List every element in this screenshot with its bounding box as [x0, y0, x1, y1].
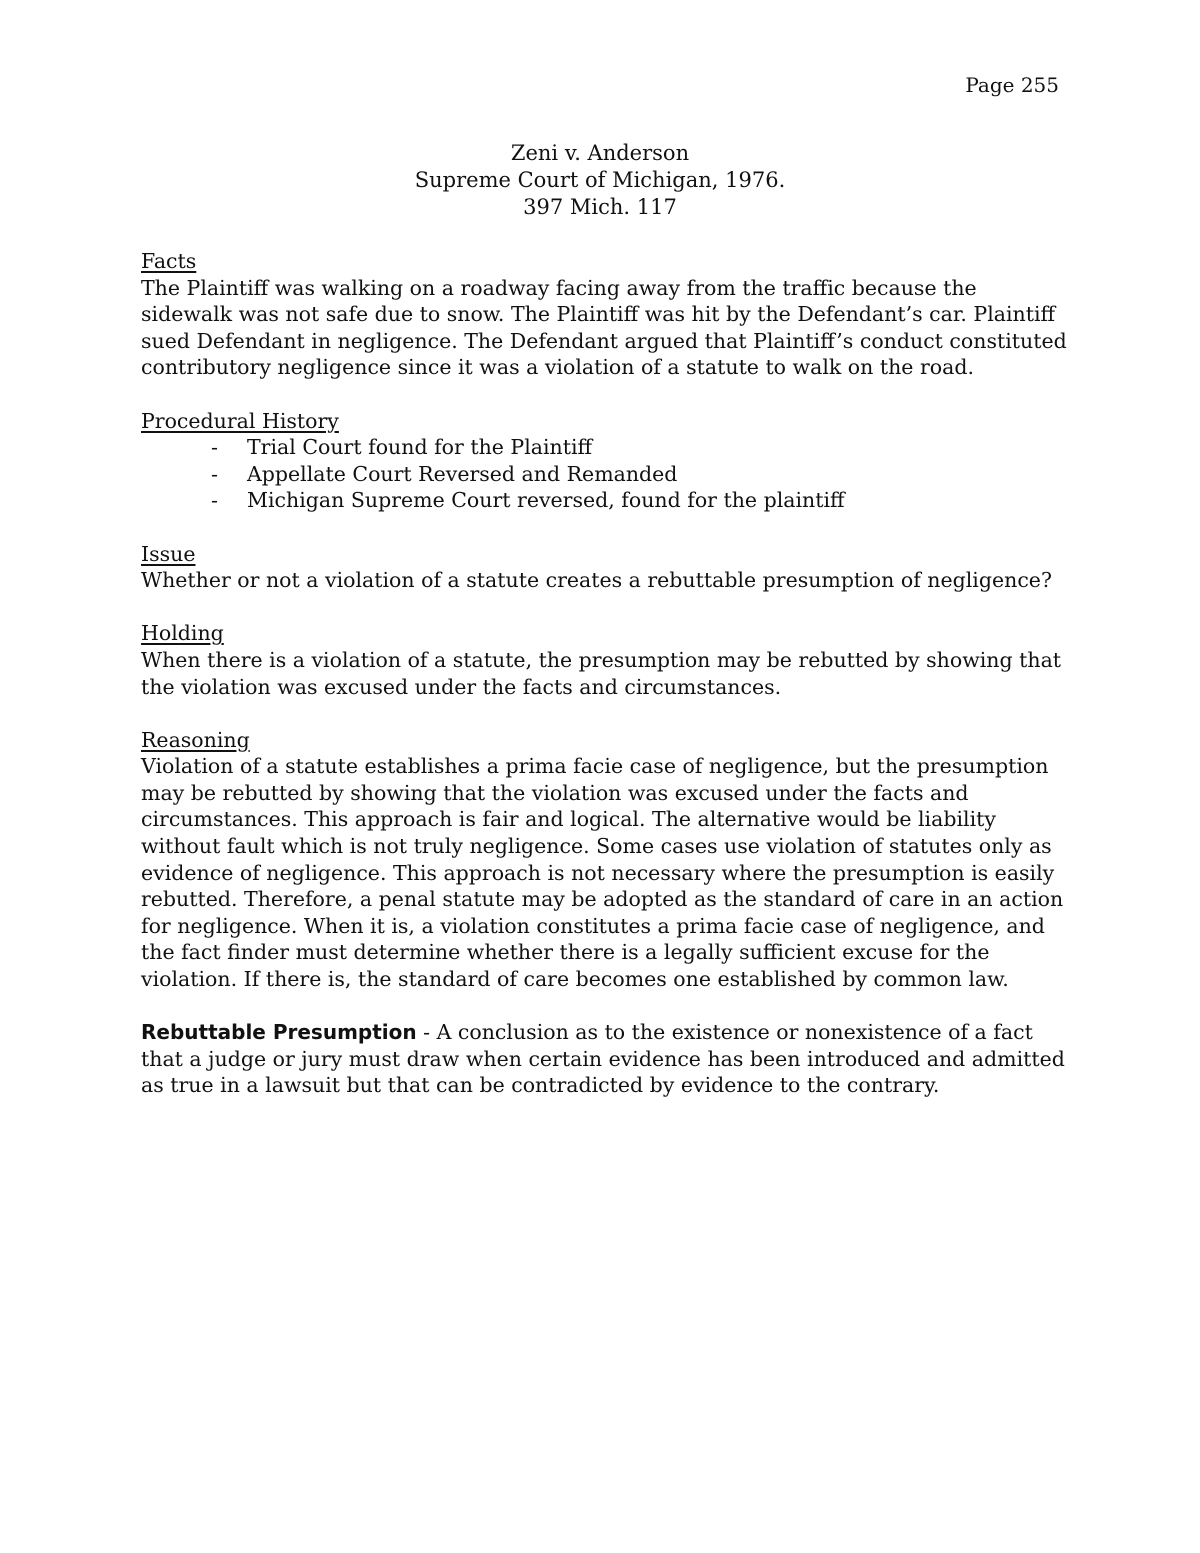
issue-section: [141, 541, 1061, 594]
facts-line: sidewalk was not safe due to snow. The Plaintiff was hit by the Defendant’s car. Plaintiff: [141, 302, 1056, 327]
list-item: [211, 434, 1061, 461]
facts-line: sued Defendant in negligence. The Defendant argued that Plaintiff’s conduct constituted: [141, 328, 1067, 353]
facts-section: [141, 248, 1067, 381]
case-name: Zeni v. Anderson: [510, 141, 690, 165]
reasoning-line: Violation of a statute establishes a prima facie case of negligence, but the presumption: [141, 754, 1049, 779]
facts-line: contributory negligence since it was a violation of a statute to walk on the road.: [141, 355, 974, 380]
reasoning-line: rebutted. Therefore, a penal statute may be adopted as the standard of care in an action: [141, 887, 1064, 912]
reasoning-line: the fact finder must determine whether there is a legally sufficient excuse for the: [141, 940, 990, 965]
reasoning-heading: Reasoning: [141, 727, 250, 752]
reasoning-line: may be rebutted by showing that the violation was excused under the facts and: [141, 780, 969, 805]
reasoning-line: evidence of negligence. This approach is not necessary where the presumption is easily: [141, 860, 1055, 885]
list-item-text: Appellate Court Reversed and Remanded: [247, 461, 678, 486]
procedural-history-heading: Procedural History: [141, 408, 339, 433]
reasoning-line: violation. If there is, the standard of care becomes one established by common law.: [141, 967, 1009, 992]
issue-line: Whether or not a violation of a statute creates a rebuttable presumption of negligence?: [141, 568, 1052, 593]
procedural-history-list: [141, 434, 1061, 514]
list-item: [211, 461, 1061, 488]
defined-term: Rebuttable Presumption: [141, 1020, 417, 1045]
page-number: Page 255: [965, 73, 1059, 97]
holding-section: [141, 620, 1061, 700]
case-citation: 397 Mich. 117: [523, 195, 677, 219]
list-item-text: Michigan Supreme Court reversed, found for the plaintiff: [247, 488, 845, 513]
facts-line: The Plaintiff was walking on a roadway facing away from the traffic because the: [141, 275, 977, 300]
case-header: [0, 140, 1200, 221]
holding-heading: Holding: [141, 621, 224, 646]
issue-heading: Issue: [141, 541, 196, 566]
dash-bullet: -: [211, 461, 218, 486]
facts-heading: Facts: [141, 249, 197, 273]
procedural-history-section: [141, 408, 1061, 514]
definition-line: as true in a lawsuit but that can be contradicted by evidence to the contrary.: [141, 1073, 940, 1098]
reasoning-section: [141, 727, 1064, 993]
definition-first-line: [141, 1019, 1061, 1046]
dash-bullet: -: [211, 488, 218, 513]
definition-line: that a judge or jury must draw when certain evidence has been introduced and admitted: [141, 1046, 1065, 1071]
definition-text: - A conclusion as to the existence or nonexistence of a fact: [416, 1020, 1033, 1045]
reasoning-line: circumstances. This approach is fair and logical. The alternative would be liability: [141, 807, 996, 832]
dash-bullet: -: [211, 435, 218, 460]
list-item: [211, 487, 1061, 514]
holding-line: When there is a violation of a statute, the presumption may be rebutted by showing that: [141, 647, 1062, 672]
reasoning-line: without fault which is not truly negligence. Some cases use violation of statutes only as: [141, 834, 1052, 859]
case-brief-body: [141, 248, 1067, 1126]
court-and-year: Supreme Court of Michigan, 1976.: [414, 168, 786, 192]
holding-line: the violation was excused under the facts and circumstances.: [141, 674, 782, 699]
reasoning-line: for negligence. When it is, a violation constitutes a prima facie case of negligence, and: [141, 913, 1045, 938]
list-item-text: Trial Court found for the Plaintiff: [247, 435, 593, 460]
definition-section: [141, 1019, 1065, 1099]
